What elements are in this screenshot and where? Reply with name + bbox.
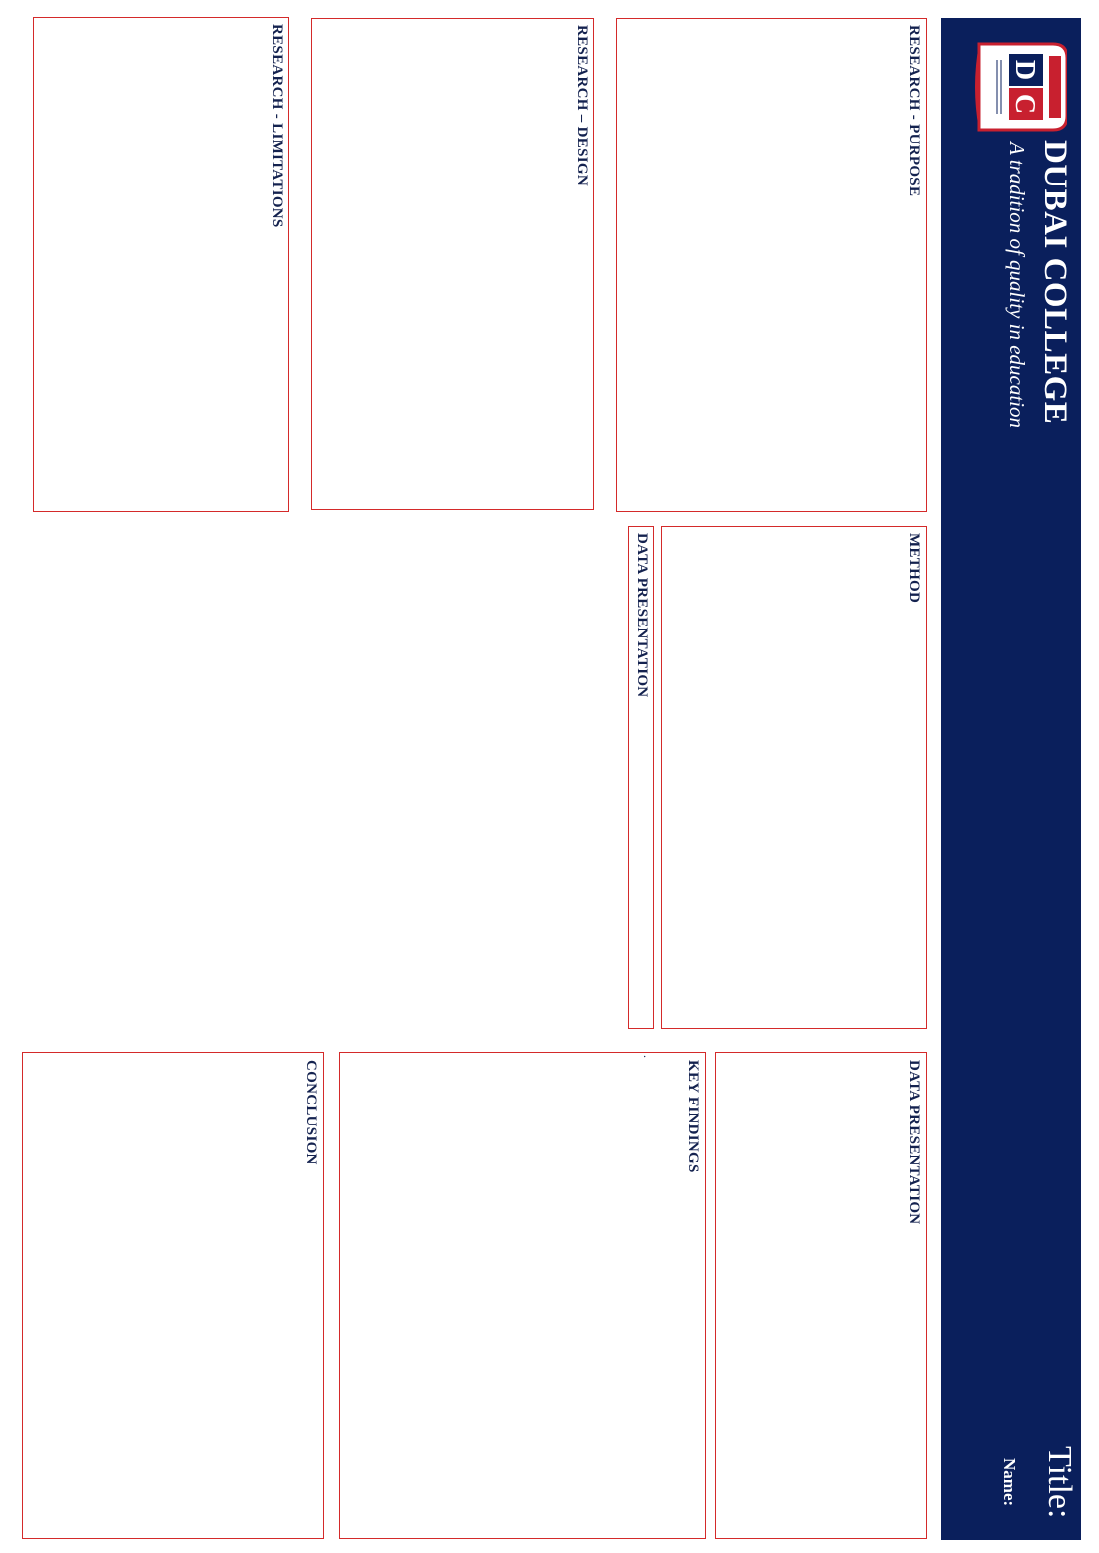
key-findings-box <box>339 1052 706 1539</box>
college-tagline: A tradition of quality in education <box>1005 142 1029 429</box>
research-limitations-heading: RESEARCH - LIMITATIONS <box>269 24 285 228</box>
research-purpose-heading: RESEARCH - PURPOSE <box>906 25 922 197</box>
author-name-label: Name: <box>1000 1458 1019 1507</box>
poster-title-label: Title: <box>1041 1446 1078 1519</box>
data-presentation-strip-box <box>628 526 654 1029</box>
svg-text:C: C <box>1009 93 1040 115</box>
college-logo <box>975 42 1067 132</box>
data-presentation-box <box>715 1052 927 1539</box>
data-presentation-strip-heading: DATA PRESENTATION <box>634 533 650 698</box>
college-name: DUBAI COLLEGE <box>1037 140 1073 425</box>
research-design-box <box>311 18 594 510</box>
research-limitations-box <box>33 17 289 512</box>
method-box <box>661 526 927 1029</box>
method-heading: METHOD <box>906 533 922 604</box>
conclusion-heading: CONCLUSION <box>303 1060 319 1165</box>
research-purpose-box <box>616 18 927 512</box>
svg-text:D: D <box>1009 59 1040 81</box>
college-crest-icon <box>975 42 1067 132</box>
conclusion-box <box>22 1052 324 1539</box>
key-findings-bullet: . <box>641 1055 655 1058</box>
research-design-heading: RESEARCH – DESIGN <box>574 25 590 186</box>
data-presentation-heading: DATA PRESENTATION <box>906 1060 922 1225</box>
key-findings-heading: KEY FINDINGS <box>685 1060 701 1173</box>
